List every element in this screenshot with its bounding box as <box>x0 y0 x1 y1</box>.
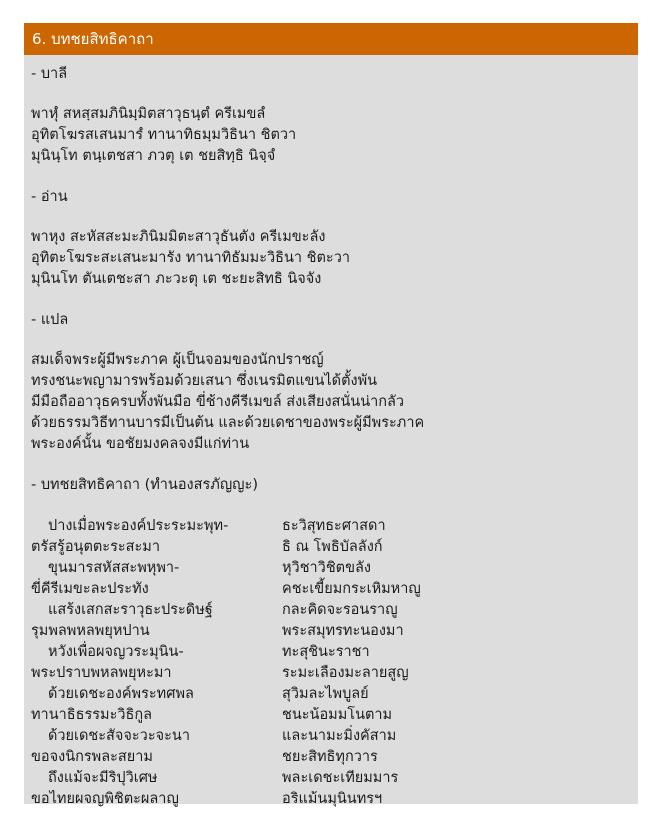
translation-line: สมเด็จพระผู้มีพระภาค ผู้เป็นจอมของนักปราชญ์ <box>31 352 324 368</box>
poem-left-column <box>31 516 282 810</box>
poem-line: หวังเพื่อผจญวระมุนิน- <box>48 644 184 660</box>
poem-line: แสร้งเสกสะราวุธะประดิษฐ์ <box>48 602 213 618</box>
poem-line: ขอไทยผจญพิชิตะผลาญู <box>31 791 179 807</box>
poem-line: ธิ ณ โพธิบัลลังก์ <box>282 539 383 555</box>
poem-line: พระสมุทรทะนองมา <box>282 623 404 639</box>
section-title: 6. บทชยสิทธิคาถา <box>32 30 154 48</box>
poem-line: ชยะสิทธิทุกวาร <box>282 749 378 765</box>
poem-line: อริแม้นมุนินทรฯ <box>282 791 383 807</box>
translation-line: พระองค์นั้น ขอชัยมงคลจงมีแก่ท่าน <box>31 436 250 452</box>
poem-line: ทานาธิธรรมะวิธิกูล <box>31 707 153 723</box>
translation-line: มีมือถืออาวุธครบทั้งพันมือ ขี่ช้างคีรีเมขล์ ส่งเสียงสนั่นน่ากลัว <box>31 394 405 410</box>
poem-line: ระมะเลืองมะลายสูญ <box>282 665 409 681</box>
poem-line: กละคิดจะรอนราญู <box>282 602 398 618</box>
poem-line: และนามะมิ่งคัสาม <box>282 728 397 744</box>
poem-line: ถึงแม้จะมีริปุวิเศษ <box>48 770 158 786</box>
reading-line: อุทิตะโฆระสะเสนะมารัง ทานาทิธัมมะวิธินา ชิตะวา <box>31 250 350 266</box>
section-header <box>24 23 638 55</box>
poem-line: ขี่คีรีเมขะละประทัง <box>31 581 149 597</box>
translation-line: ด้วยธรรมวิธีทานบารมีเป็นต้น และด้วยเดชาของพระผู้มีพระภาค <box>31 415 425 431</box>
poem-line: คชะเขี้ยมกระเหิมหาญู <box>282 581 421 597</box>
poem-line: หุวิชาวิชิตขลัง <box>282 560 371 576</box>
poem-line: ชนะน้อมมโนตาม <box>282 707 393 723</box>
poem-line: ธะวิสุทธะศาสดา <box>282 518 386 534</box>
poem-line: รุมพลพหลพยุหปาน <box>31 623 150 639</box>
pali-label: - บาลี <box>31 66 68 82</box>
content-body <box>24 55 638 810</box>
pali-line: อุทิตโฆรสเสนมารํ ทานาทิธมฺมวิธินา ชิตวา <box>31 127 297 143</box>
poem-line: ตรัสรู้อนุตตะระสะมา <box>31 539 160 555</box>
poem-line: พระปราบพหลพยุหะมา <box>31 665 172 681</box>
poem-line: ขุนมารสหัสสะพหุพา- <box>48 560 180 576</box>
poem-line: ทะสุชินะราชา <box>282 644 370 660</box>
content-panel <box>24 23 638 807</box>
reading-line: พาหุง สะหัสสะมะภินิมมิตะสาวุธันตัง ครีเมขะลัง <box>31 229 326 245</box>
poem-line: ด้วยเดชะสัจจะวะจะนา <box>48 728 190 744</box>
reading-line: มุนินโท ตันเตชะสา ภะวะตุ เต ชะยะสิทธิ นิจจัง <box>31 271 322 287</box>
poem-line: ด้วยเดชะองค์พระทศพล <box>48 686 194 702</box>
poem-line: ขอจงนิกรพละสยาม <box>31 749 153 765</box>
pali-line: มุนินฺโท ตนฺเตชสา ภวตุ เต ชยสิทฺธิ นิจฺจํ <box>31 148 276 164</box>
poem-line: สุวิมละไพบูลย์ <box>282 686 369 702</box>
poem-verse <box>31 516 631 810</box>
poem-line: ปางเมื่อพระองค์ประระมะพุท- <box>48 518 229 534</box>
poem-label: - บทชยสิทธิคาถา (ทำนองสรภัญญะ) <box>31 477 258 493</box>
poem-right-column <box>282 516 622 810</box>
poem-line: พละเดชะเทียมมาร <box>282 770 399 786</box>
pali-line: พาหุํ สหสฺสมภินิมฺมิตสาวุธนฺตํ ครีเมขลํ <box>31 106 266 122</box>
translation-line: ทรงชนะพญามารพร้อมด้วยเสนา ซึ่งเนรมิตแขนได้ตั้งพัน <box>31 373 378 389</box>
reading-label: - อ่าน <box>31 189 68 205</box>
translation-label: - แปล <box>31 312 69 328</box>
